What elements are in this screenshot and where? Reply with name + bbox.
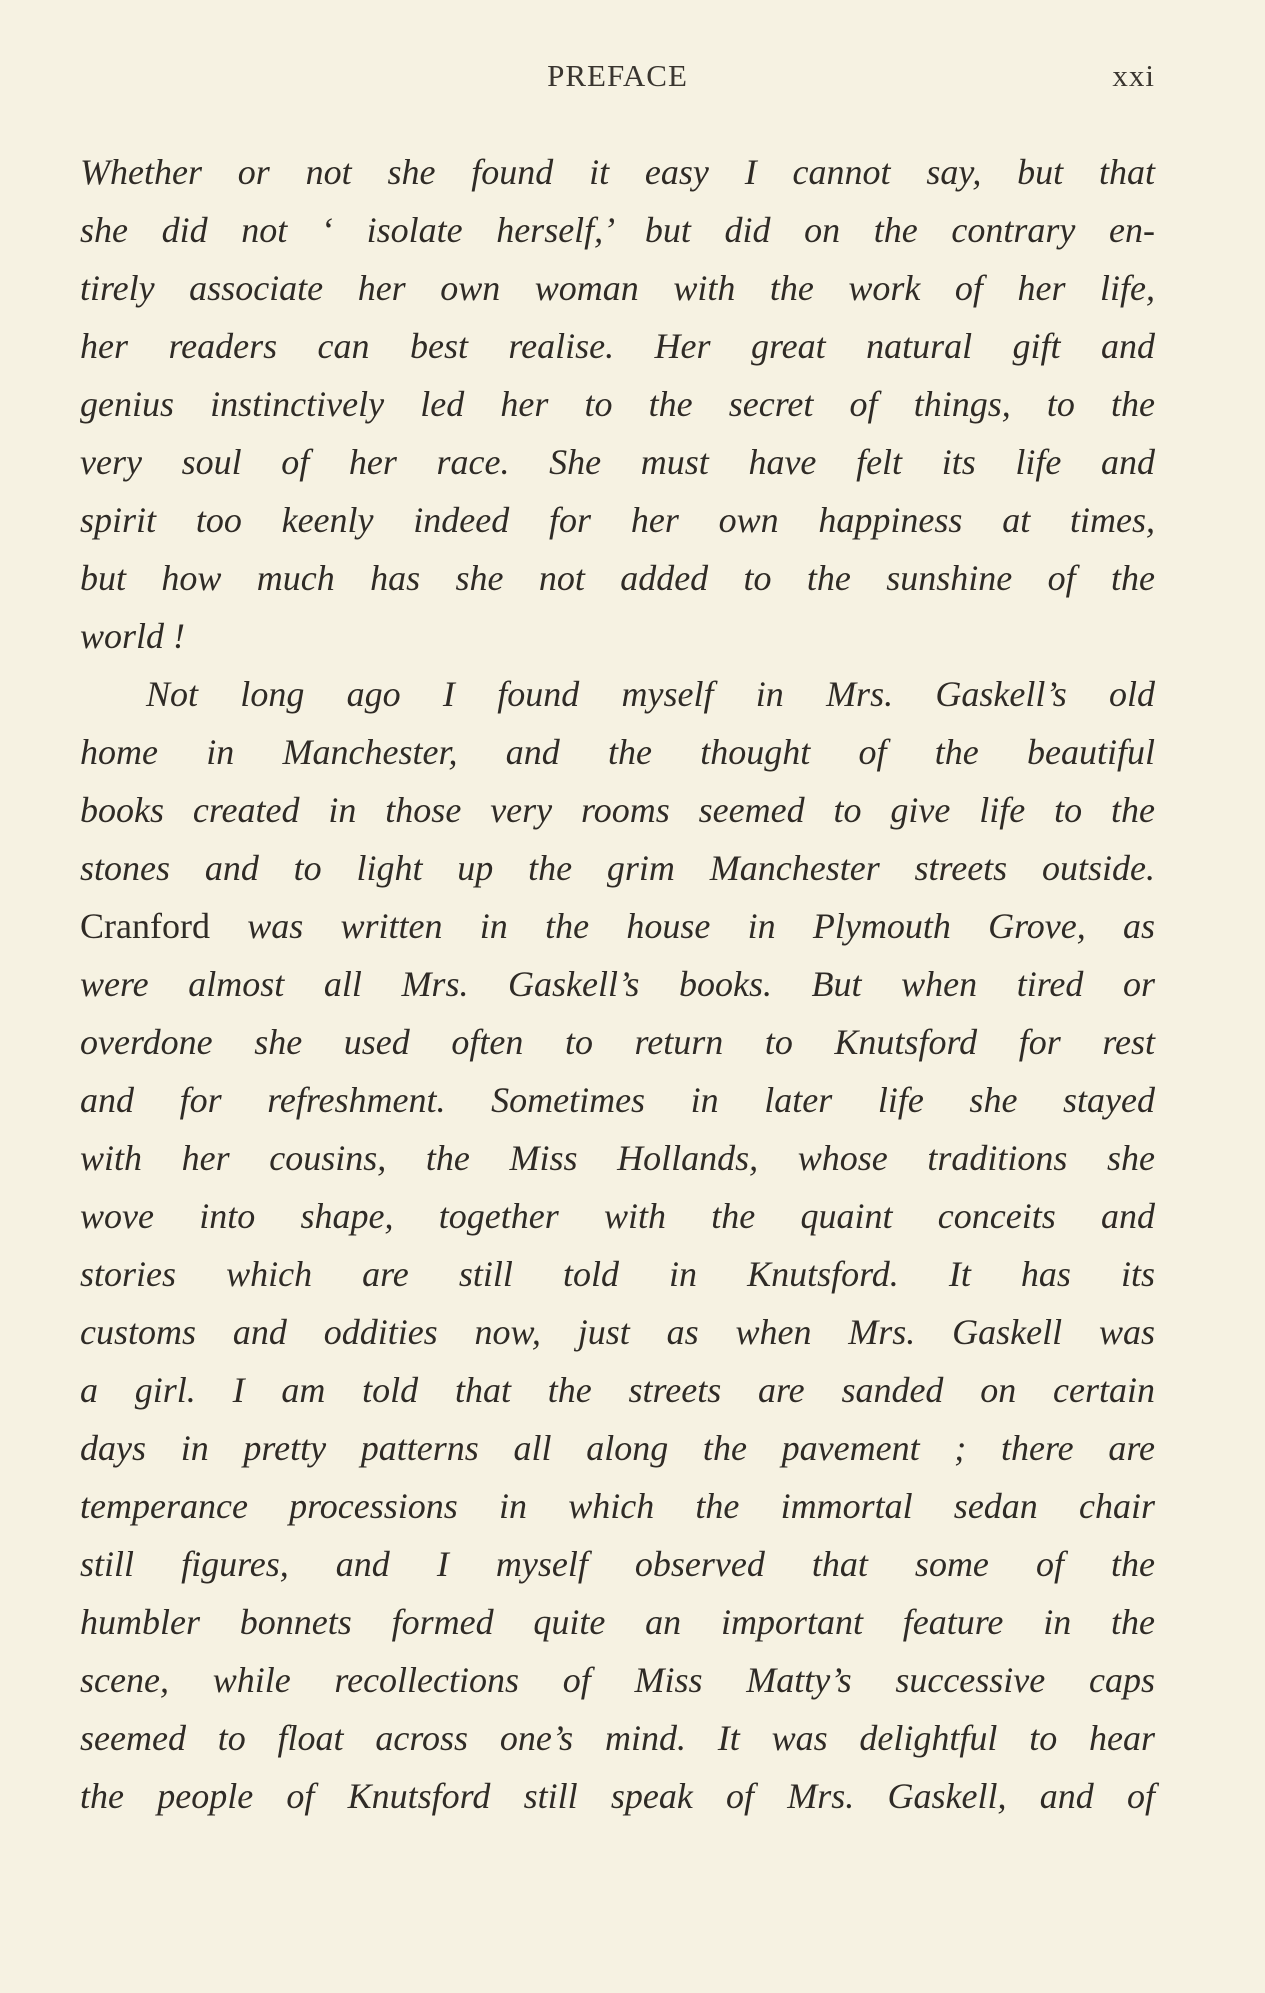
text-line: were almost all Mrs. Gaskell’s books. But when tired or [80,964,1155,1004]
paragraph-2 [80,665,1155,1825]
paragraph-1 [80,143,1155,665]
text-line: her readers can best realise. Her great natural gift and [80,326,1155,366]
body-text [80,143,1155,1825]
text-line-rest: was written in the house in Plymouth Grove, as [209,906,1155,946]
text-line: seemed to float across one’s mind. It was delightful to hear [80,1718,1155,1758]
text-line-with-title [80,897,1155,955]
text-line: very soul of her race. She must have felt its life and [80,442,1155,482]
text-line: tirely associate her own woman with the work of her life, [80,268,1155,308]
running-head: PREFACE [547,58,688,93]
text-line: Whether or not she found it easy I cannot say, but that [80,152,1155,192]
text-line: stories which are still told in Knutsford. It has its [80,1254,1155,1294]
page-header [80,58,1155,102]
text-line: Not long ago I found myself in Mrs. Gaskell’s old [146,674,1155,714]
text-line: a girl. I am told that the streets are sanded on certain [80,1370,1155,1410]
text-line: temperance processions in which the immortal sedan chair [80,1486,1155,1526]
bottom-margin [0,1880,1265,1993]
text-line: and for refreshment. Sometimes in later life she stayed [80,1080,1155,1120]
text-line: genius instinctively led her to the secret of things, to the [80,384,1155,424]
text-line: wove into shape, together with the quaint conceits and [80,1196,1155,1236]
text-line: the people of Knutsford still speak of Mrs. Gaskell, and of [80,1776,1155,1816]
text-line: stones and to light up the grim Manchester streets outside. [80,848,1155,888]
text-line: she did not ‘ isolate herself,’ but did on the contrary en- [80,210,1155,250]
text-line: but how much has she not added to the sunshine of the [80,558,1155,598]
text-line: books created in those very rooms seemed to give life to the [80,790,1155,830]
text-line: days in pretty patterns all along the pavement ; there are [80,1428,1155,1468]
text-line: customs and oddities now, just as when Mrs. Gaskell was [80,1312,1155,1352]
text-line: spirit too keenly indeed for her own happiness at times, [80,500,1155,540]
page-number: xxi [1112,58,1155,93]
text-line: still figures, and I myself observed that some of the [80,1544,1155,1584]
text-line: humbler bonnets formed quite an important feature in the [80,1602,1155,1642]
text-line: overdone she used often to return to Knutsford for rest [80,1022,1155,1062]
text-line: home in Manchester, and the thought of the beautiful [80,732,1155,772]
text-line: with her cousins, the Miss Hollands, whose traditions she [80,1138,1155,1178]
text-line: world ! [80,616,186,656]
text-line: scene, while recollections of Miss Matty’s successive caps [80,1660,1155,1700]
book-title: Cranford [80,906,210,946]
